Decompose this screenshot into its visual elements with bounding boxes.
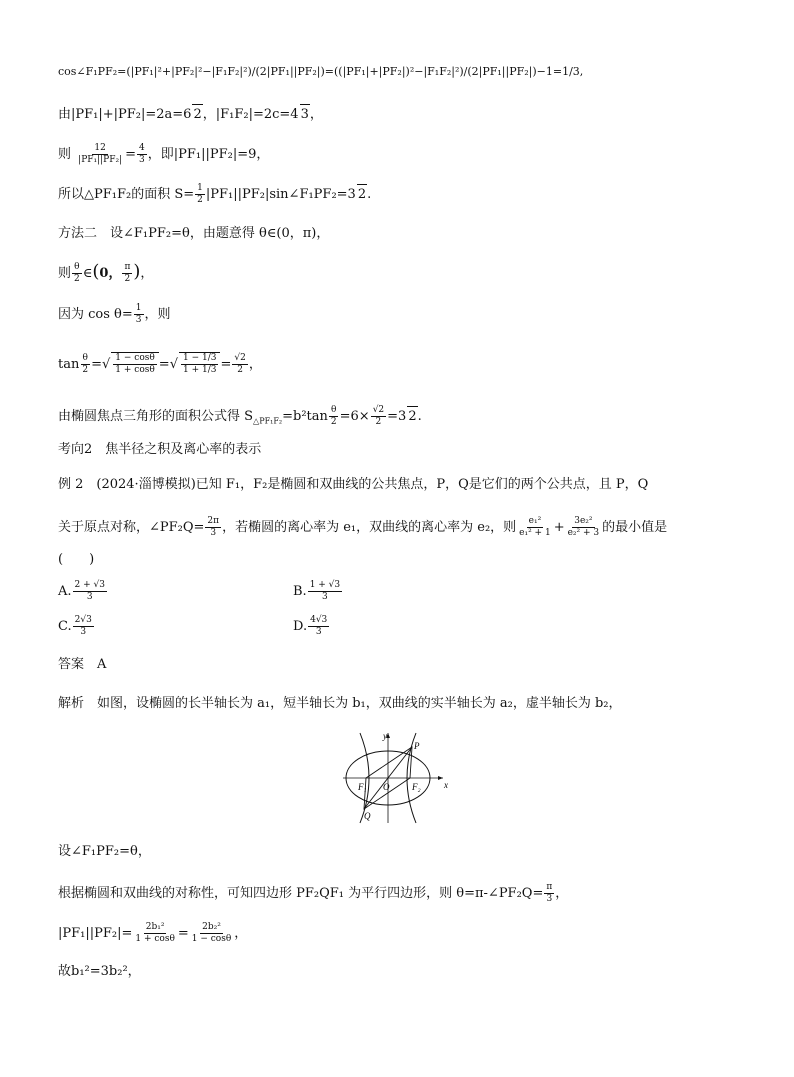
method-two-line <box>58 224 329 244</box>
numerator: π <box>546 882 553 892</box>
option-d[interactable] <box>293 615 330 638</box>
denominator: e₂² + 3 <box>567 528 600 538</box>
period: . <box>367 187 372 202</box>
denominator: 1 − cosθ <box>191 934 232 944</box>
analysis-text: 解析 如图，设椭圆的长半轴长为 a₁，短半轴长为 b₁，双曲线的实半轴长为 a₂，虚半轴长为 b₂， <box>58 696 622 711</box>
denominator: 3 <box>139 155 145 165</box>
equals: = <box>158 357 170 372</box>
question-text-b: ，若椭圆的离心率为 e₁，双曲线的离心率为 e₂，则 <box>222 520 517 535</box>
product-result: ，即|PF₁||PF₂|=9， <box>147 147 270 162</box>
question-text-c: 的最小值是 <box>602 520 668 535</box>
diagram-svg <box>338 731 453 826</box>
equals: = <box>220 357 232 372</box>
denominator: 2 <box>237 365 243 375</box>
frac-theta-2 <box>72 262 82 285</box>
numerator: 1 + √3 <box>309 580 341 590</box>
option-b-label: B. <box>293 584 307 599</box>
half-angle-range-line: 则 $\frac{\theta}{2}$ ∈(0， $\frac{\pi}{2}$ )， <box>58 261 154 284</box>
numerator: θ <box>331 405 337 415</box>
triangle-subscript: △PF₁F₂ <box>253 416 283 426</box>
answer-text: 答案 A <box>58 657 107 672</box>
option-b-value <box>308 580 342 603</box>
area-text: 所以△PF₁F₂的面积 S= <box>58 187 195 202</box>
comma: ， <box>309 107 323 122</box>
frac-third-ratio <box>181 353 218 376</box>
numerator: 2√3 <box>74 615 92 625</box>
numerator: 4 <box>139 143 145 153</box>
frac-4-3 <box>137 143 147 166</box>
sqrt-2: 2 <box>192 104 202 125</box>
example-line <box>58 475 648 495</box>
denominator: 2 <box>82 365 89 375</box>
sum-text: 由|PF₁|+|PF₂|=2a=6 <box>58 107 192 122</box>
sqrt-2: 2 <box>357 184 367 205</box>
focal-text: ，|F₁F₂|=2c=4 <box>202 107 299 122</box>
question-line <box>58 516 667 539</box>
denominator: 3 <box>322 592 328 602</box>
label-o: O <box>383 782 390 792</box>
option-a-label: A. <box>58 584 72 599</box>
area-formula-line <box>58 405 422 432</box>
denominator: 2 <box>330 417 337 427</box>
numerator: 12 <box>94 143 106 153</box>
theta-line <box>58 842 151 862</box>
denominator: 2 <box>124 274 131 284</box>
denominator: |PF₁||PF₂| <box>78 155 123 165</box>
numerator: e₁² <box>528 516 542 526</box>
option-a-value <box>73 580 107 603</box>
tan-text: tan <box>58 357 80 372</box>
denominator: 2 <box>197 195 203 205</box>
symmetry-line <box>58 882 568 905</box>
frac-12-over-pf <box>76 143 124 166</box>
cos-formula: cos∠F₁PF₂=(|PF₁|²+|PF₂|²−|F₁F₂|²)/(2|PF₁||PF₂|)=((|PF₁|+|PF₂|)²−|F₁F₂|²)/(2|PF₁||PF₂|)−1=1/3, <box>58 65 584 78</box>
denominator: 3 <box>546 894 553 904</box>
numerator: 1 <box>197 183 203 193</box>
equals-text: =3 <box>387 409 407 424</box>
comma: ， <box>140 266 154 281</box>
conclusion-text: 故b₁²=3b₂²， <box>58 964 141 979</box>
symmetry-text: 根据椭圆和双曲线的对称性，可知四边形 PF₂QF₁ 为平行四边形，则 θ=π-∠PF₂Q= <box>58 886 544 901</box>
then-text: 则 <box>58 147 72 162</box>
option-d-value <box>308 615 329 638</box>
numerator: θ <box>82 353 88 363</box>
times-text: =6× <box>339 409 370 424</box>
area-formula-text: 由椭圆焦点三角形的面积公式得 S <box>58 409 254 424</box>
numerator: 2 + √3 <box>74 580 105 590</box>
option-a[interactable] <box>58 580 108 603</box>
numerator: 2π <box>207 516 220 526</box>
denominator: 3 <box>80 627 87 637</box>
blank-paren-text: ( ) <box>58 552 95 567</box>
frac-2pi-3 <box>205 516 221 539</box>
product-line: 则 $\frac{12}{\text{|PF₁||PF₂|}}$ = $\frac{4}{3}$ ，即|PF₁||PF₂|=9， <box>58 143 270 165</box>
cos-text: 因为 cos θ= <box>58 307 133 322</box>
label-x: x <box>444 780 448 790</box>
label-q: Q <box>364 811 371 821</box>
blank-paren <box>58 550 94 570</box>
question-text-a: 关于原点对称，∠PF₂Q= <box>58 520 205 535</box>
numerator: θ <box>74 262 80 272</box>
frac-sqrt2-2 <box>232 353 247 376</box>
analysis-line <box>58 694 622 714</box>
numerator: √2 <box>372 405 385 415</box>
frac-b1 <box>133 922 177 945</box>
focal-product-line <box>58 922 247 945</box>
denominator: 2 <box>74 274 80 284</box>
frac-theta-2 <box>329 405 339 428</box>
frac-cos-ratio <box>113 353 157 376</box>
cos-value-line <box>58 303 171 326</box>
denominator: 3 <box>315 627 322 637</box>
option-c-value <box>73 615 94 638</box>
numerator: √2 <box>234 353 246 363</box>
focal-product-text: |PF₁||PF₂|= <box>58 926 133 941</box>
frac-e2 <box>566 516 602 539</box>
then-text: 则 <box>58 266 72 281</box>
denominator: 1 + 1/3 <box>183 365 217 375</box>
label-f2: F₂ <box>412 782 421 792</box>
numerator: 1 − 1/3 <box>183 353 217 363</box>
plus: + <box>553 520 565 535</box>
denominator: 1 + cosθ <box>135 934 175 944</box>
label-p: P <box>414 741 420 751</box>
frac-1-2 <box>195 183 205 206</box>
x-axis-arrow <box>438 776 443 780</box>
element-of: ∈ <box>82 266 93 281</box>
comma: ， <box>555 886 569 901</box>
comma: ， <box>248 357 262 372</box>
area-line <box>58 183 371 206</box>
method-two-text: 方法二 设∠F₁PF₂=θ，由题意得 θ∈(0，π)， <box>58 226 330 241</box>
frac-sqrt2-2 <box>371 405 386 428</box>
then-text: ，则 <box>144 307 171 322</box>
denominator: e₁² + 1 <box>519 528 551 538</box>
numerator: 1 − cosθ <box>115 353 155 363</box>
section-heading-text: 考向2 焦半径之积及离心率的表示 <box>58 442 262 457</box>
option-c[interactable] <box>58 615 95 638</box>
denominator: 3 <box>210 528 217 538</box>
example-text: 例 2 (2024·淄博模拟)已知 F₁，F₂是椭圆和双曲线的公共焦点，P，Q是它们的两个公共点，且 P，Q <box>58 477 649 492</box>
numerator: 2b₂² <box>202 922 221 932</box>
area-formula: |PF₁||PF₂|sin∠F₁PF₂=3 <box>205 187 356 202</box>
tan-line: tan $\frac{\theta}{2}$ =√ $\frac{1 - \cos\theta}{1 + \cos\theta}$ =√ $\frac{1 - 1/3}{1 + 1/3}$ = $\frac{√2}{2}$ ， <box>58 353 262 375</box>
conclusion-line <box>58 962 141 982</box>
frac-pi-2 <box>122 262 132 285</box>
denominator: 3 <box>86 592 93 602</box>
theta-text: 设∠F₁PF₂=θ， <box>58 844 151 859</box>
section-heading <box>58 440 261 460</box>
denominator: 3 <box>135 315 142 325</box>
frac-theta-2 <box>80 353 90 376</box>
denominator: 2 <box>375 417 382 427</box>
frac-e1 <box>517 516 553 539</box>
answer-line <box>58 655 106 675</box>
denominator: 1 + cosθ <box>115 365 155 375</box>
comma: ， <box>234 926 248 941</box>
numerator: 3e₂² <box>574 516 593 526</box>
numerator: π <box>124 262 131 272</box>
label-f1: F₁ <box>358 782 367 792</box>
sqrt-2: 2 <box>407 406 417 427</box>
sum-line <box>58 104 323 125</box>
frac-1-3 <box>134 303 144 326</box>
numerator: 2b₁² <box>145 922 165 932</box>
option-c-label: C. <box>58 619 72 634</box>
btan-text: =b²tan <box>282 409 328 424</box>
option-b[interactable] <box>293 580 343 603</box>
label-y: y <box>383 731 387 741</box>
cos-formula-line <box>58 62 583 82</box>
frac-b2 <box>190 922 234 945</box>
numerator: 4√3 <box>310 615 328 625</box>
numerator: 1 <box>135 303 142 313</box>
period: . <box>417 409 422 424</box>
ellipse-hyperbola-diagram <box>338 731 453 830</box>
option-d-label: D. <box>293 619 308 634</box>
sqrt-3: 3 <box>300 104 310 125</box>
equals: = <box>177 926 189 941</box>
frac-pi-3 <box>544 882 554 905</box>
equals: = <box>91 357 102 372</box>
